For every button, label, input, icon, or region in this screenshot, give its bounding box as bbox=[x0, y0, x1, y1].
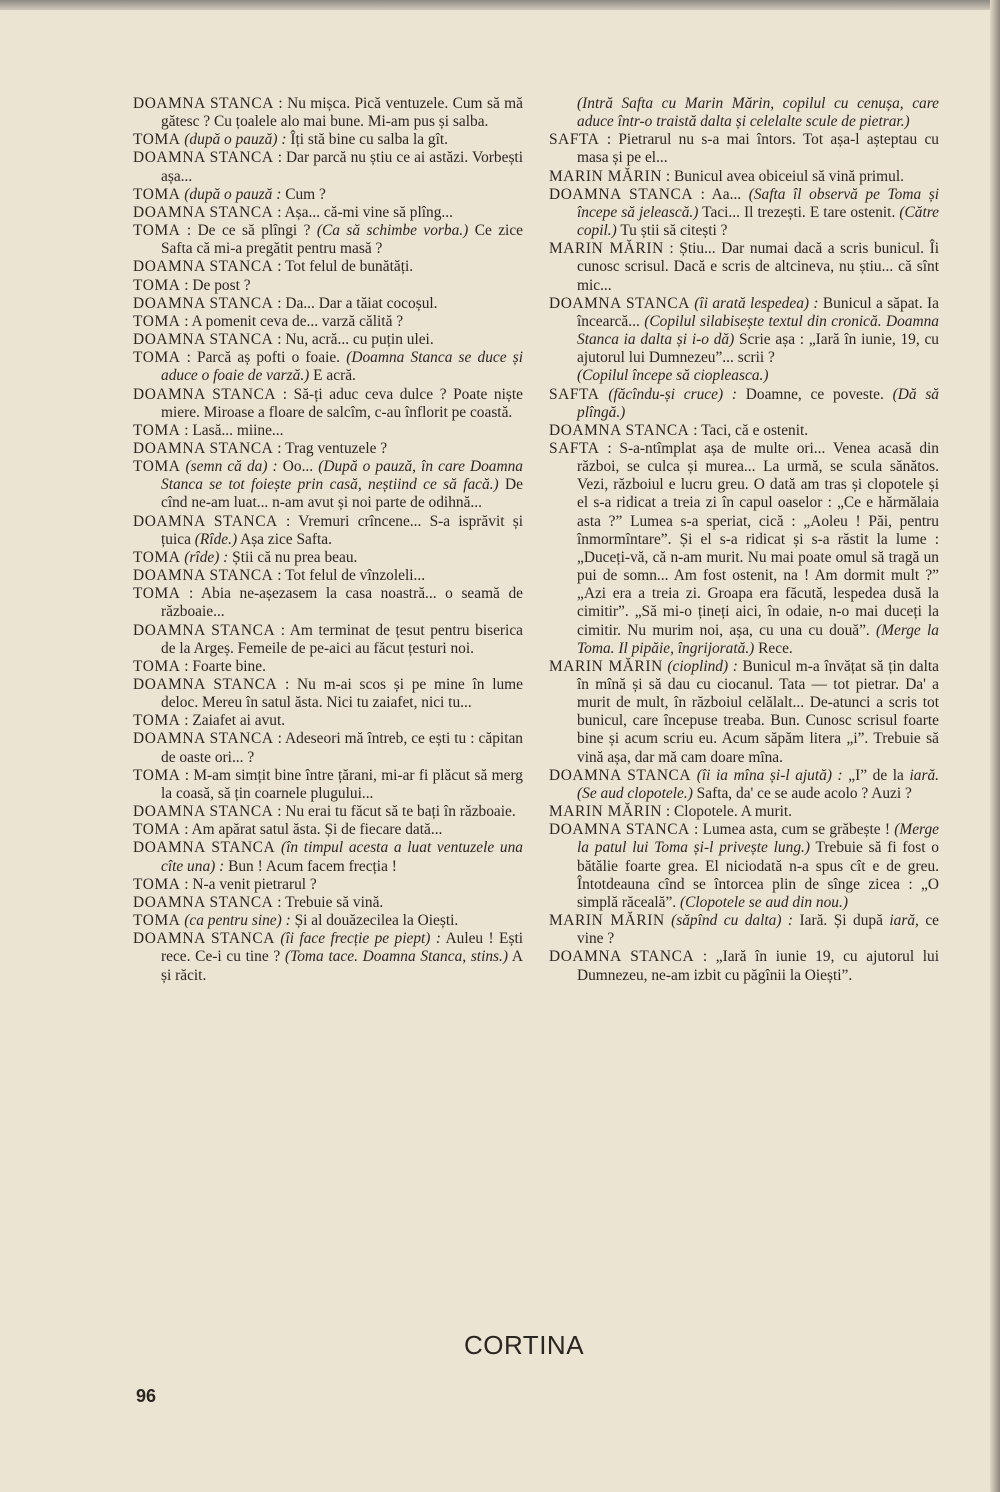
dialogue-line bbox=[133, 821, 523, 839]
dialogue-line bbox=[549, 131, 939, 167]
dialogue-text: Ce zice Safta că mi-a pregătit pentru masă ? bbox=[161, 222, 523, 258]
dialogue-text: : De post ? bbox=[180, 276, 251, 294]
stage-direction-inline: (Dă să plîngă.) bbox=[577, 385, 940, 421]
stage-direction-inline: (Copilul silabisește textul din cronică. Doamna Stanca ia dalta și i-o dă) bbox=[577, 312, 939, 349]
dialogue-line bbox=[549, 803, 939, 821]
dialogue-text: E acră. bbox=[309, 367, 356, 385]
dialogue-line bbox=[549, 185, 939, 240]
dialogue-text: : Tot felul de bunătăți. bbox=[273, 258, 414, 276]
dialogue-text: Bun ! Acum facem frecția ! bbox=[224, 857, 397, 875]
right-text-column bbox=[549, 95, 939, 985]
speaker-name: TOMA bbox=[133, 421, 181, 439]
dialogue-line bbox=[133, 875, 523, 894]
stage-direction-inline: iară, bbox=[889, 912, 919, 930]
dialogue-line bbox=[133, 676, 523, 712]
dialogue-line bbox=[549, 421, 939, 440]
dialogue-line bbox=[133, 730, 523, 766]
stage-direction-inline: (ca pentru sine) : bbox=[184, 912, 291, 930]
dialogue-text: : Nu, acră... cu puțin ulei. bbox=[273, 331, 434, 349]
dialogue-text: Trebuie să fi fost o bătălie foarte grea. El niciodată n-a spus cît e de greu. Întotdeauna cînd se întorcea plin de sînge zicea : „O simplă răceală”. bbox=[577, 839, 939, 911]
speaker-name: DOAMNA STANCA bbox=[133, 512, 278, 530]
dialogue-line bbox=[549, 912, 940, 948]
stage-direction-inline: (Toma tace. Doamna Stanca, stins.) bbox=[284, 948, 509, 966]
speaker-name: TOMA bbox=[133, 131, 181, 149]
speaker-name: TOMA bbox=[133, 548, 181, 566]
dialogue-text: Tu știi să citești ? bbox=[616, 222, 728, 240]
dialogue-text: : S-a-ntîmplat așa de multe ori... Venea acasă din război, se culca și murea... La urmă, se scula sănătos. Vezi, războiul e lucru greu. O dată am tras și clopotele și el s-a ridicat a treia zi în capul oaselor : „Ce e hărmălaia asta ?” Lumea s-a speriat, cică : „Aoleu ! Păi, pentru înmormîntare”. Și el s-a ridicat și s-a răstit la lume : „Duceți-vă, că n-am murit. Nu mai poate omul să tragă un pui de somn... Am fost ostenit, na ! Am dormit mult ?” „Azi era a treia zi. Groapa era făcută, lespedea dusă la cimitir”. „Să mi-o țineți aici, în odaie, n-o mai duceți la cimitir. Nu murim noi, așa, cu una cu două”. bbox=[577, 439, 939, 639]
dialogue-text: : Abia ne-așezasem la casa noastră... o seamă de războaie... bbox=[161, 585, 523, 621]
dialogue-text: : Zaiafet ai avut. bbox=[180, 712, 286, 730]
dialogue-text: Rece. bbox=[754, 639, 793, 657]
dialogue-line bbox=[133, 312, 523, 331]
stage-direction-inline: (Clopotele se aud din nou.) bbox=[679, 893, 848, 911]
dialogue-line bbox=[549, 439, 939, 658]
stage-direction-inline: (Merge la Toma. Il pipăie, îngrijorată.) bbox=[577, 621, 939, 657]
dialogue-text: : Nu mișca. Pică ventuzele. Cum să mă gătesc ? Cu țoalele alo mai bune. Mi-am pus și salba. bbox=[161, 95, 523, 131]
dialogue-line bbox=[133, 766, 523, 803]
dialogue-line bbox=[133, 839, 523, 875]
speaker-name: DOAMNA STANCA bbox=[133, 621, 276, 639]
dialogue-text: : Dar parcă nu știu ce ai astăzi. Vorbești așa... bbox=[161, 149, 523, 185]
dialogue-line bbox=[549, 821, 939, 912]
dialogue-text: : Am apărat satul ăsta. Și de fiecare dată... bbox=[180, 821, 443, 839]
dialogue-text: : Adeseori mă întreb, ce ești tu : căpitan de oaste ori... ? bbox=[161, 730, 523, 766]
dialogue-text: : Lumea asta, cum se grăbește ! bbox=[689, 821, 895, 839]
speaker-name: TOMA bbox=[133, 766, 181, 784]
dialogue-text: : Bunicul avea obiceiul să vină primul. bbox=[662, 167, 904, 185]
stage-direction-inline: (făcîndu-și cruce) : bbox=[608, 385, 737, 403]
dialogue-line bbox=[133, 421, 523, 440]
dialogue-text: : Nu erai tu făcut să te bați în războaie. bbox=[273, 803, 516, 821]
dialogue-line bbox=[133, 276, 523, 295]
dialogue-text: : „Iară în iunie 19, cu ajutorul lui Dumnezeu, ne-am izbit cu păgînii la Oiești”. bbox=[577, 948, 939, 984]
dialogue-text: : Aa... bbox=[693, 185, 749, 203]
dialogue-line bbox=[133, 512, 523, 549]
stage-direction-inline: (îi ia mîna și-l ajută) : bbox=[696, 766, 843, 784]
dialogue-text: : Pietrarul nu s-a mai întors. Tot așa-l așteptau cu masa și pe el... bbox=[577, 131, 939, 167]
stage-direction: (Intră Safta cu Marin Mărin, copilul cu cenușa, care aduce într-o traistă dalta și celelalte scule de pietrar.) bbox=[577, 95, 939, 131]
stage-direction-inline: (Safta îl observă pe Toma și începe să jelească.) bbox=[577, 185, 939, 221]
dialogue-text: Și al douăzecilea la Oiești. bbox=[290, 912, 459, 930]
dialogue-text: : Taci, că e ostenit. bbox=[689, 421, 809, 439]
dialogue-line bbox=[133, 657, 523, 676]
dialogue-text: : Nu m-ai scos și pe mine în lume deloc. Mereu în satul ăsta. Nici tu zaiafet, nici tu... bbox=[161, 676, 523, 712]
speaker-name: DOAMNA STANCA bbox=[133, 331, 274, 349]
dialogue-text: De cînd ne-am luat... n-am avut și noi parte de odihnă... bbox=[161, 476, 523, 512]
page-right-edge bbox=[990, 0, 1000, 1492]
dialogue-text: : Da... Dar a tăiat cocoșul. bbox=[273, 294, 438, 312]
dialogue-text: : Lasă... miine... bbox=[180, 421, 284, 439]
dialogue-text: : Trag ventuzele ? bbox=[273, 439, 388, 457]
speaker-name: DOAMNA STANCA bbox=[133, 439, 274, 457]
speaker-name: DOAMNA STANCA bbox=[133, 203, 274, 221]
dialogue-line bbox=[549, 385, 940, 422]
speaker-name: MARIN MĂRIN bbox=[549, 240, 664, 258]
dialogue-text: A și răcit. bbox=[161, 948, 524, 984]
left-text-column bbox=[133, 95, 523, 985]
dialogue-line bbox=[133, 222, 523, 258]
speaker-name: MARIN MĂRIN bbox=[549, 167, 663, 185]
speaker-name: TOMA bbox=[133, 712, 181, 730]
speaker-name: SAFTA bbox=[549, 131, 600, 149]
dialogue-text: : Să-ți aduc ceva dulce ? Poate niște miere. Miroase a floare de salcîm, c-au înflorit pe coastă. bbox=[161, 385, 523, 421]
dialogue-text: ce vine ? bbox=[577, 912, 940, 948]
speaker-name: MARIN MĂRIN bbox=[549, 803, 663, 821]
dialogue-text: Bunicul a săpat. Ia încearcă... bbox=[577, 294, 939, 330]
speaker-name: MARIN MĂRIN bbox=[549, 912, 665, 930]
dialogue-line bbox=[133, 203, 523, 222]
dialogue-line bbox=[133, 385, 523, 422]
dialogue-line bbox=[549, 240, 939, 294]
dialogue-text: : Așa... că-mi vine să plîng... bbox=[273, 203, 453, 221]
dialogue-line bbox=[133, 621, 523, 658]
dialogue-line bbox=[133, 439, 523, 458]
speaker-name: DOAMNA STANCA bbox=[133, 730, 274, 748]
speaker-name: DOAMNA STANCA bbox=[133, 385, 277, 403]
speaker-name: DOAMNA STANCA bbox=[133, 294, 274, 312]
dialogue-text: Iară. Și după bbox=[793, 912, 890, 930]
dialogue-line bbox=[133, 458, 523, 512]
dialogue-text: Scrie așa : „Iară în iunie, 19, cu ajutorul lui Dumnezeu”... scrii ? bbox=[577, 331, 939, 367]
speaker-name: TOMA bbox=[133, 657, 181, 675]
dialogue-text: : M-am simțit bine între țărani, mi-ar fi plăcut să merg la coasă, să țin coarnele plugului... bbox=[161, 766, 523, 802]
dialogue-text: Oo... bbox=[277, 458, 319, 476]
speaker-name: DOAMNA STANCA bbox=[133, 930, 275, 948]
dialogue-text: Bunicul m-a învățat să țin dalta în mînă și să dau cu ciocanul. Tata — tot pietrar. Da' a murit de mult, în războiul celălalt... De-atunci a scris tot bunicul, care începuse treaba. Bun. Cunosc scrisul foarte bine și acum scriu eu. Acum săpăm litera „i”. Trebuie să vină așa, dar mă cam doare mîna. bbox=[577, 657, 939, 766]
dialogue-text: : Trebuie să vină. bbox=[273, 893, 384, 911]
speaker-name: TOMA bbox=[133, 912, 181, 930]
dialogue-text: Așa zice Safta. bbox=[237, 530, 332, 548]
speaker-name: TOMA bbox=[133, 222, 181, 240]
dialogue-text: „I” de la bbox=[842, 766, 910, 784]
dialogue-line bbox=[133, 803, 523, 821]
speaker-name: SAFTA bbox=[549, 385, 600, 403]
dialogue-line bbox=[133, 567, 523, 585]
stage-direction-inline: (Rîde.) bbox=[194, 530, 238, 548]
stage-direction-inline: (Către copil.) bbox=[577, 203, 939, 240]
stage-direction-inline: (săpînd cu dalta) : bbox=[671, 912, 794, 930]
speaker-name: TOMA bbox=[133, 185, 181, 203]
stage-direction-inline: (după o pauză) : bbox=[184, 131, 287, 149]
speaker-name: DOAMNA STANCA bbox=[133, 258, 274, 276]
dialogue-text: Safta, da' ce se aude acolo ? Auzi ? bbox=[692, 784, 912, 802]
dialogue-line bbox=[133, 548, 523, 567]
speaker-name: DOAMNA STANCA bbox=[133, 839, 276, 857]
stage-direction-inline: (Doamna Stanca se duce și aduce o foaie de varză.) bbox=[161, 349, 524, 385]
dialogue-text: : Parcă aș pofti o foaie. bbox=[180, 349, 347, 367]
speaker-name: DOAMNA STANCA bbox=[549, 821, 690, 839]
dialogue-line bbox=[133, 349, 524, 385]
speaker-name: DOAMNA STANCA bbox=[549, 948, 695, 966]
dialogue-text: : Foarte bine. bbox=[180, 657, 266, 675]
stage-direction-inline: (îi arată lespedea) : bbox=[694, 294, 819, 312]
dialogue-text: : Am terminat de țesut pentru biserica de la Argeș. Femeile de pe-aici au făcut țesturi noi. bbox=[161, 621, 523, 657]
speaker-name: TOMA bbox=[133, 458, 181, 476]
speaker-name: TOMA bbox=[133, 276, 181, 294]
dialogue-line bbox=[133, 712, 523, 730]
speaker-name: TOMA bbox=[133, 821, 181, 839]
dialogue-line bbox=[133, 331, 523, 349]
stage-direction: (Copilul începe să ciopleasca.) bbox=[577, 367, 769, 385]
stage-direction-inline: (după o pauză : bbox=[184, 185, 282, 203]
dialogue-line bbox=[133, 258, 523, 276]
dialogue-text: Știi că nu prea beau. bbox=[228, 548, 358, 566]
dialogue-text: : De ce să plîngi ? bbox=[180, 222, 317, 240]
dialogue-line bbox=[549, 167, 939, 186]
stage-direction-inline: (Ca să schimbe vorba.) bbox=[316, 222, 469, 240]
dialogue-line bbox=[549, 294, 939, 368]
stage-direction-inline: (semn că da) : bbox=[185, 458, 278, 476]
dialogue-line bbox=[133, 149, 523, 185]
speaker-name: DOAMNA STANCA bbox=[133, 567, 274, 585]
speaker-name: DOAMNA STANCA bbox=[133, 95, 274, 112]
stage-direction-inline: iară. (Se aud clopotele.) bbox=[577, 766, 939, 802]
speaker-name: MARIN MĂRIN bbox=[549, 657, 663, 675]
dialogue-text: Auleu ! Ești rece. Ce-i cu tine ? bbox=[161, 930, 523, 966]
dialogue-line bbox=[133, 95, 523, 131]
speaker-name: TOMA bbox=[133, 875, 181, 893]
speaker-name: TOMA bbox=[133, 585, 181, 603]
speaker-name: TOMA bbox=[133, 349, 181, 367]
dialogue-line bbox=[549, 657, 939, 767]
speaker-name: DOAMNA STANCA bbox=[549, 766, 692, 784]
dialogue-text: : A pomenit ceva de... varză călită ? bbox=[180, 312, 404, 330]
dialogue-text: Taci... Il trezești. E tare ostenit. bbox=[698, 203, 900, 221]
page-top-edge bbox=[0, 0, 1000, 10]
speaker-name: DOAMNA STANCA bbox=[133, 676, 278, 693]
dialogue-line bbox=[133, 912, 523, 930]
page-number: 96 bbox=[136, 1386, 157, 1406]
closing-curtain-label: CORTINA bbox=[464, 1330, 585, 1360]
stage-direction-inline: (rîde) : bbox=[184, 548, 229, 566]
stage-direction-inline: (îi face frecție pe piept) : bbox=[280, 930, 441, 948]
dialogue-line bbox=[549, 766, 939, 803]
dialogue-text: Doamne, ce poveste. bbox=[736, 385, 893, 403]
dialogue-line bbox=[133, 893, 523, 912]
dialogue-line bbox=[549, 948, 939, 984]
speaker-name: DOAMNA STANCA bbox=[549, 421, 690, 439]
dialogue-text: : N-a venit pietrarul ? bbox=[180, 875, 317, 893]
dialogue-text: : Știu... Dar numai dacă a scris bunicul. Îi cunosc scrisul. Dacă e scris de altcineva, nu știu... că sînt mic... bbox=[577, 240, 939, 294]
dialogue-line bbox=[133, 294, 523, 313]
dialogue-line bbox=[133, 185, 523, 204]
dialogue-text: Cum ? bbox=[281, 185, 326, 203]
dialogue-text: : Tot felul de vînzoleli... bbox=[273, 567, 426, 585]
dialogue-text: Îți stă bine cu salba la gît. bbox=[286, 131, 449, 149]
stage-direction-inline: (După o pauză, în care Doamna Stanca se tot foiește prin casă, neștiind ce să facă.) bbox=[161, 458, 523, 494]
speaker-name: SAFTA bbox=[549, 439, 600, 457]
speaker-name: DOAMNA STANCA bbox=[133, 803, 274, 821]
speaker-name: DOAMNA STANCA bbox=[549, 185, 694, 203]
stage-direction-inline: (Merge la patul lui Toma și-l privește lung.) bbox=[577, 821, 939, 857]
dialogue-line bbox=[133, 930, 524, 984]
dialogue-line bbox=[133, 131, 523, 149]
speaker-name: DOAMNA STANCA bbox=[133, 893, 274, 911]
stage-direction-inline: (cioplind) : bbox=[667, 657, 738, 675]
speaker-name: TOMA bbox=[133, 312, 181, 330]
dialogue-line bbox=[133, 585, 523, 621]
stage-direction-inline: (în timpul acesta a luat ventuzele una cîte una) : bbox=[161, 839, 523, 875]
speaker-name: DOAMNA STANCA bbox=[549, 294, 690, 312]
dialogue-text: : Vremuri crîncene... S-a isprăvit și țuica bbox=[161, 512, 523, 548]
speaker-name: DOAMNA STANCA bbox=[133, 149, 274, 167]
dialogue-text: : Clopotele. A murit. bbox=[662, 803, 793, 821]
